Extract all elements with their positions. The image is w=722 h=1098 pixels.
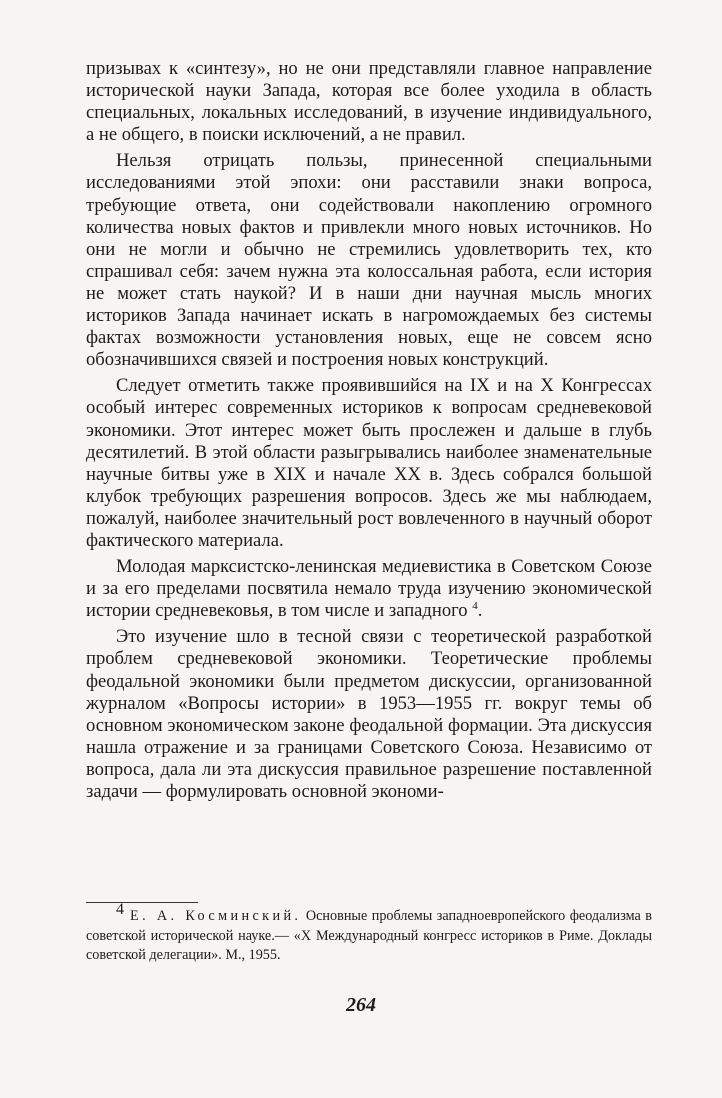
main-text [86, 58, 652, 807]
footnote [86, 901, 652, 966]
paragraph-5: Это изучение шло в тесной связи с теоретической разработкой проблем средневековой экономики. Теоретические проблемы феодальной экономики были предметом дискуссии, организованной журналом «Вопросы истории» в 1953—1955 гг. вокруг темы об основном экономическом законе феодальной формации. Эта дискуссия нашла отражение и за границами Советского Союза. Независимо от вопроса, дала ли эта дискуссия правильное разрешение поставленной задачи — формулировать основной экономи- [86, 626, 652, 802]
paragraph-4-end: . [477, 600, 483, 622]
footnote-text: Основные проблемы западноевропейского феодализма в советской исторической науке.— «X Международный конгресс историков в Риме. Доклады советской делегации». М., 1955. [86, 908, 652, 964]
paragraph-4-text: Молодая марксистско-ленинская медиевистика в Советском Союзе и за его пределами посвятила немало труда изучению экономической истории средневековья, в том числе и западного [86, 556, 652, 622]
paragraph-3: Следует отметить также проявившийся на IX и на X Конгрессах особый интерес современных историков к вопросам средневековой экономики. Этот интерес может быть прослежен и дальше в глубь десятилетий. В этой области разыгрывались наиболее знаменательные научные битвы уже в XIX и начале XX в. Здесь собрался большой клубок требующих разрешения вопросов. Здесь же мы наблюдаем, пожалуй, наиболее значительный рост вовлеченного в научный оборот фактического материала. [86, 375, 652, 551]
paragraph-1: призывах к «синтезу», но не они представляли главное направление исторической науки Запада, которая все более уходила в область специальных, локальных исследований, в изучение индивидуального, а не общего, в поиски исключений, а не правил. [86, 58, 652, 146]
paragraph-2: Нельзя отрицать пользы, принесенной специальными исследованиями этой эпохи: они расставили знаки вопроса, требующие ответа, они содействовали накоплению огромного количества новых фактов и привлекли много новых источников. Но они не могли и обычно не стремились удовлетворить тех, кто спрашивал себя: зачем нужна эта колоссальная работа, если история не может стать наукой? И в наши дни научная мысль многих историков Запада начинает искать в нагромождаемых без системы фактах возможности установления новых, еще не совсем ясно обозначившихся связей и построения новых конструкций. [86, 150, 652, 371]
footnote-divider [86, 902, 198, 903]
footnote-mark: 4 [116, 901, 124, 919]
footnote-reference[interactable]: 4 [472, 600, 478, 613]
footnote-author: Е. А. Косминский. [130, 908, 302, 924]
paragraph-4 [86, 556, 652, 622]
page-number: 264 [346, 994, 376, 1016]
